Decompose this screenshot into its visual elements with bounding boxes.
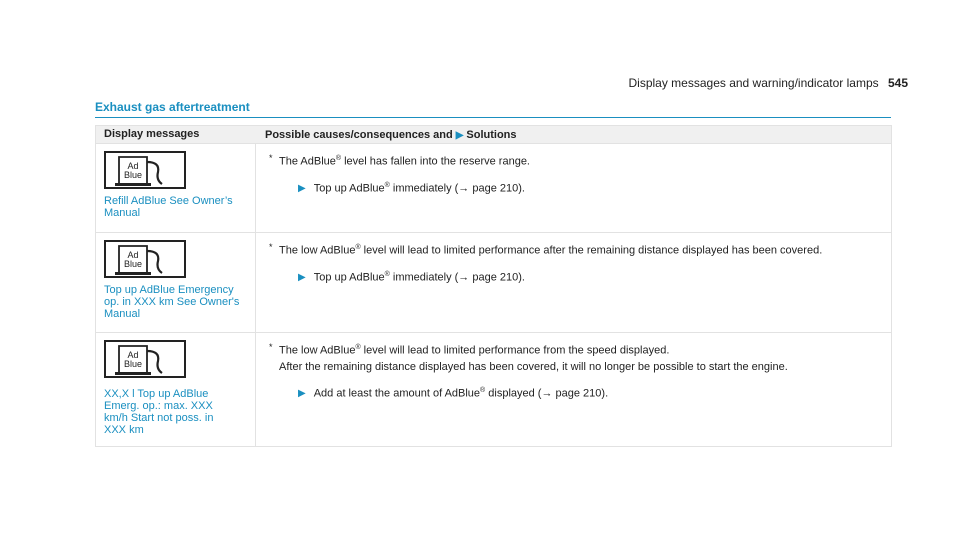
svg-text:Blue: Blue xyxy=(123,359,143,369)
display-message-text: XX,X l Top up AdBlue Emerg. op.: max. XXX km/h Start not poss. in XXX km xyxy=(104,388,214,436)
display-message-text: Top up AdBlue Emergency op. in XXX km See Owner's Manual xyxy=(104,284,240,320)
running-header xyxy=(629,76,909,90)
display-message-text: Refill AdBlue See Owner’s Manual xyxy=(104,195,233,219)
svg-text:Ad: Ad xyxy=(127,350,139,360)
cause-text: * The AdBlue® level has fallen into the reserve range. xyxy=(269,153,530,168)
display-message-cell xyxy=(96,144,256,232)
adblue-warning-icon xyxy=(104,151,186,189)
cause-continuation-text: After the remaining distance displayed has been covered, it will no longer be possible to start the engine. xyxy=(279,360,788,373)
column-header-causes-solutions: Possible causes/consequences and ▶ Solutions xyxy=(256,126,891,143)
solution-arrow-icon: ▶ xyxy=(298,388,306,400)
table-row xyxy=(96,143,891,232)
solution-arrow-icon: ▶ xyxy=(298,183,306,195)
section-title: Exhaust gas aftertreatment xyxy=(95,100,250,114)
cause-solution-cell xyxy=(256,333,891,446)
solution-text: ▶ Top up AdBlue® immediately (→ page 210). xyxy=(298,270,525,284)
solution-arrow-icon: ▶ xyxy=(455,130,464,141)
adblue-warning-icon xyxy=(104,340,186,378)
adblue-warning-icon xyxy=(104,240,186,278)
svg-text:Ad: Ad xyxy=(127,250,139,260)
svg-text:Blue: Blue xyxy=(123,170,143,180)
cause-text: * The low AdBlue® level will lead to limited performance from the speed displayed. xyxy=(269,342,670,357)
display-message-cell xyxy=(96,333,256,446)
cause-solution-cell xyxy=(256,233,891,332)
page-number: 545 xyxy=(887,76,908,90)
messages-table xyxy=(95,125,892,447)
solution-text: ▶ Add at least the amount of AdBlue® displayed (→ page 210). xyxy=(298,386,609,400)
table-header xyxy=(96,126,891,143)
svg-text:Ad: Ad xyxy=(127,161,139,171)
solution-arrow-icon: ▶ xyxy=(298,272,306,284)
display-message-cell xyxy=(96,233,256,332)
table-row xyxy=(96,232,891,332)
header-title: Display messages and warning/indicator lamps xyxy=(628,76,879,90)
cause-text: * The low AdBlue® level will lead to limited performance after the remaining distance displayed has been covered. xyxy=(269,242,823,257)
section-divider xyxy=(95,117,891,118)
svg-text:Blue: Blue xyxy=(123,259,143,269)
column-header-display-messages: Display messages xyxy=(104,128,200,140)
cause-solution-cell xyxy=(256,144,891,232)
solution-text: ▶ Top up AdBlue® immediately (→ page 210). xyxy=(298,181,525,195)
table-row xyxy=(96,332,891,446)
